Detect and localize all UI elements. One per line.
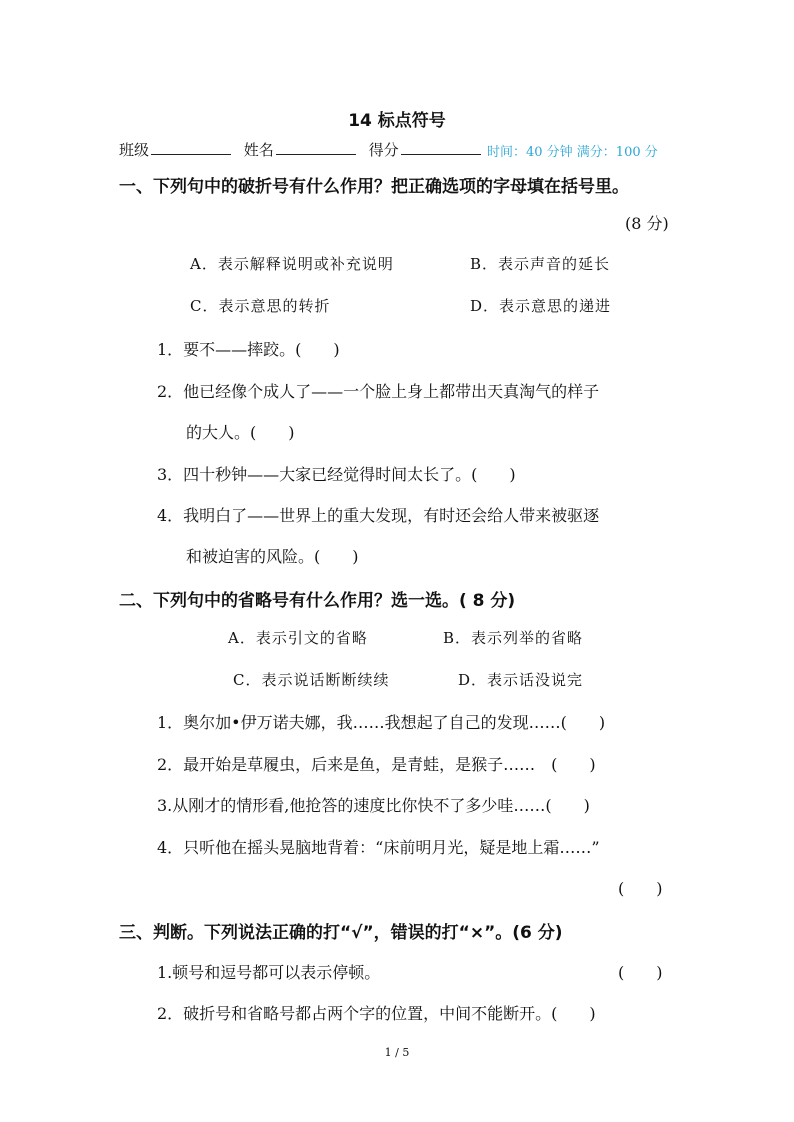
section1-item-3: 3．四十秒钟——大家已经觉得时间太长了。( ) [157,465,516,484]
section3-heading: 三、判断。下列说法正确的打“√”，错误的打“×”。(6 分) [119,923,563,943]
page-title: 14 标点符号 [348,111,446,131]
section1-option-b: B．表示声音的延长 [470,255,611,273]
section1-option-a: A．表示解释说明或补充说明 [190,255,394,273]
section2-option-a: A．表示引文的省略 [228,629,368,647]
section2-option-c: C．表示说话断断续续 [233,671,390,689]
section1-item-4: 4．我明白了——世界上的重大发现，有时还会给人带来被驱逐 [157,506,600,525]
section1-points: (8 分) [625,214,669,233]
name-blank[interactable] [276,141,356,155]
section1-item-4-cont: 和被迫害的风险。( ) [186,547,359,566]
section3-item-2: 2．破折号和省略号都占两个字的位置，中间不能断开。( ) [157,1004,596,1023]
class-blank[interactable] [151,141,231,155]
name-label: 姓名 [243,141,274,159]
section3-item-1-answer: ( ) [618,963,663,982]
section2-item-3: 3.从刚才的情形看,他抢答的速度比你快不了多少哇……( ) [157,796,590,815]
section1-item-2-cont: 的大人。( ) [186,423,295,442]
score-label: 得分 [368,141,399,159]
section2-item-2: 2．最开始是草履虫，后来是鱼，是青蛙，是猴子…… ( ) [157,755,596,774]
student-info [119,139,489,160]
section3-item-1: 1.顿号和逗号都可以表示停顿。 [157,963,381,982]
section1-item-2: 2．他已经像个成人了——一个脸上身上都带出天真淘气的样子 [157,382,600,401]
section1-item-1: 1．要不——摔跤。( ) [157,340,340,359]
section2-item-4: 4．只听他在摇头晃脑地背着：“床前明月光，疑是地上霜……” [157,838,600,857]
section2-item-1: 1．奥尔加•伊万诺夫娜，我……我想起了自己的发现……( ) [157,713,606,732]
time-score-info: 时间：40 分钟 满分：100 分 [487,145,658,160]
class-label: 班级 [119,141,150,159]
section1-heading: 一、下列句中的破折号有什么作用？把正确选项的字母填在括号里。 [119,177,629,197]
section1-option-d: D．表示意思的递进 [470,297,612,315]
score-blank[interactable] [401,141,481,155]
page-number: 1 / 5 [384,1046,410,1059]
section2-heading: 二、下列句中的省略号有什么作用？选一选。( 8 分) [119,591,516,611]
section2-option-d: D．表示话没说完 [458,671,584,689]
section2-item-4-answer: ( ) [618,879,663,898]
section2-option-b: B．表示列举的省略 [443,629,584,647]
section1-option-c: C．表示意思的转折 [190,297,331,315]
